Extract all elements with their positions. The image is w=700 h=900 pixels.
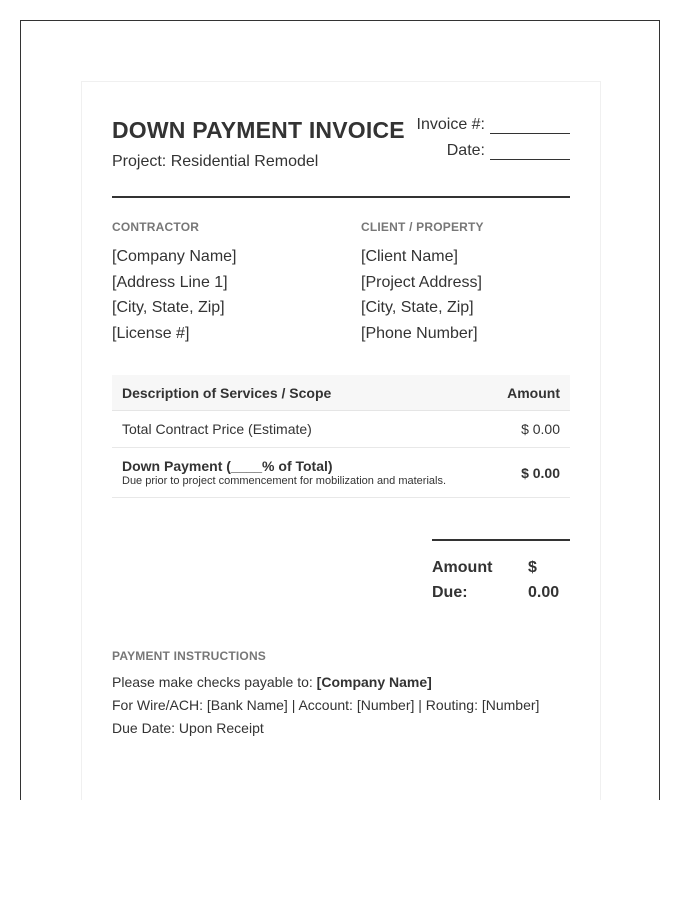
services-table (112, 375, 570, 498)
table-header (112, 375, 570, 411)
client-heading: CLIENT / PROPERTY (361, 220, 484, 234)
contractor-line: [Company Name] (112, 248, 237, 265)
amount-due-value (528, 555, 559, 605)
table-row (112, 411, 570, 448)
client-address (361, 244, 482, 346)
row-amount: $ 0.00 (521, 421, 560, 437)
contractor-heading: CONTRACTOR (112, 220, 200, 234)
checks-prefix: Please make checks payable to: (112, 674, 317, 690)
date-row (447, 142, 570, 160)
amount-due-label (432, 555, 492, 605)
client-line: [City, State, Zip] (361, 299, 474, 316)
amount-column-header: Amount (507, 384, 560, 401)
amount-due-currency: $ (528, 559, 537, 576)
contractor-line: [Address Line 1] (112, 273, 228, 291)
row-description-block (122, 458, 446, 487)
date-label: Date: (446, 142, 485, 159)
contractor-line: [City, State, Zip] (112, 299, 225, 316)
checks-payee: [Company Name] (316, 674, 432, 690)
row-description: Total Contract Price (Estimate) (122, 421, 312, 437)
payment-wire-line: For Wire/ACH: [Bank Name] | Account: [Number] | Routing: [Number] (112, 697, 540, 713)
client-line: [Phone Number] (361, 324, 478, 342)
payment-checks-line (112, 674, 432, 690)
row-description: Down Payment (____% of Total) (122, 458, 333, 474)
invoice-number-row (417, 116, 570, 134)
row-amount: $ 0.00 (521, 464, 560, 481)
payment-instructions-heading: PAYMENT INSTRUCTIONS (112, 649, 267, 663)
payment-due-date-line: Due Date: Upon Receipt (112, 720, 264, 736)
amount-due-label-line1: Amount (432, 559, 493, 576)
header-divider (112, 196, 570, 198)
client-line: [Client Name] (361, 248, 458, 265)
date-blank[interactable] (490, 145, 570, 160)
contractor-address (112, 244, 237, 346)
contractor-line: [License #] (112, 324, 190, 342)
invoice-number-label: Invoice #: (416, 116, 485, 133)
amount-due-box (432, 539, 570, 601)
client-line: [Project Address] (361, 273, 482, 291)
project-subtitle: Project: Residential Remodel (112, 153, 319, 170)
amount-due-number: 0.00 (528, 584, 560, 601)
invoice-number-blank[interactable] (490, 119, 570, 134)
invoice-title: DOWN PAYMENT INVOICE (112, 117, 405, 143)
amount-due-label-line2: Due: (432, 584, 468, 601)
row-note: Due prior to project commencement for mobilization and materials. (122, 475, 447, 487)
description-column-header: Description of Services / Scope (122, 384, 332, 401)
table-row (112, 448, 570, 498)
